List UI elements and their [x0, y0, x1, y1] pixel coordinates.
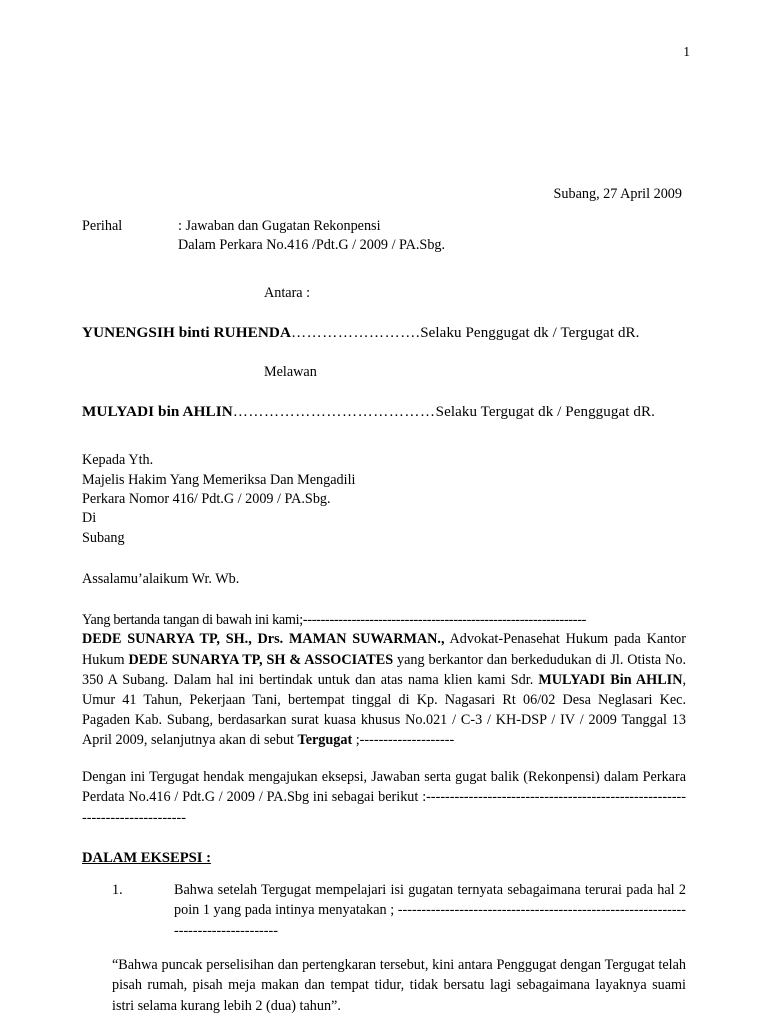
versus-label: Melawan	[264, 364, 317, 381]
subject-value: : Jawaban dan Gugatan Rekonpensi	[178, 218, 381, 234]
defendant-line	[82, 403, 686, 421]
addressee-block	[82, 451, 686, 548]
plaintiff-name: YUNENGSIH binti RUHENDA	[82, 324, 292, 342]
law-firm-name: DEDE SUNARYA TP, SH & ASSOCIATES	[128, 651, 394, 668]
addressee-line-4: Di	[82, 510, 97, 527]
document-body	[82, 186, 686, 1016]
subject-row	[82, 217, 686, 236]
law-firm-lawyers: DEDE SUNARYA TP, SH., Drs. MAMAN SUWARMAN.,	[82, 631, 445, 648]
page-number: 1	[683, 44, 690, 59]
body-p1-text-3: , Umur 41 Tahun, Pekerjaan Tani, bertempat tinggal di Kp. Nagasari Rt 06/02 Desa Neglasari Kec. Pagaden Kab. Subang, berdasarkan surat kuasa khusus No.021 / C-3 / KH-DSP / IV / 2009 Tanggal 13 April 2009, selanjutnya akan di sebut	[82, 671, 686, 749]
body-p1-text-2: yang berkantor dan berkedudukan di Jl. Otista No. 350 A Subang. Dalam hal ini bertindak untuk dan atas nama klien kami Sdr.	[82, 651, 686, 688]
defendant-term: Tergugat	[297, 732, 353, 749]
plaintiff-role: Selaku Penggugat dk / Tergugat dR.	[420, 325, 640, 342]
list-item-number: 1.	[112, 881, 123, 898]
intro-line: Yang bertanda tangan di bawah ini kami;----------------------------------------------------------------	[82, 611, 587, 628]
body-paragraph-2: Dengan ini Tergugat hendak mengajukan eksepsi, Jawaban serta gugat balik (Rekonpensi) dalam Perkara Perdata No.416 / Pdt.G / 2009 / PA.Sbg ini sebagai berikut :-----------------------------------------------------------------------------	[82, 769, 686, 826]
plaintiff-dots: …………………….	[291, 325, 421, 342]
defendant-role: Selaku Tergugat dk / Penggugat dR.	[435, 404, 655, 421]
list-item	[112, 880, 686, 942]
plaintiff-line	[82, 324, 686, 342]
addressee-line-5: Subang	[82, 529, 125, 546]
greeting: Assalamu’alaikum Wr. Wb.	[82, 570, 240, 587]
defendant-name: MULYADI bin AHLIN	[82, 403, 233, 421]
place-date: Subang, 27 April 2009	[553, 186, 682, 202]
defendant-dots: …………………………………	[232, 404, 436, 421]
list-item-text: Bahwa setelah Tergugat mempelajari isi gugatan ternyata sebagaimana terurai pada hal 2 poin 1 yang pada intinya menyatakan ; -----------------------------------------------------------------------------------	[174, 881, 686, 939]
addressee-line-1: Kepada Yth.	[82, 452, 154, 469]
body-p1-text-4: ;--------------------	[352, 732, 455, 749]
subject-label: Perihal	[82, 218, 123, 234]
addressee-line-2: Majelis Hakim Yang Memeriksa Dan Mengadili	[82, 471, 356, 488]
between-label: Antara :	[264, 285, 311, 302]
section-heading-eksepsi: DALAM EKSEPSI :	[82, 849, 211, 866]
client-name: MULYADI Bin AHLIN	[538, 671, 683, 688]
body-p1-text-1: Advokat-Penasehat Hukum pada Kantor Hukum	[82, 631, 686, 668]
addressee-line-3: Perkara Nomor 416/ Pdt.G / 2009 / PA.Sbg.	[82, 490, 331, 507]
body-paragraph-1	[82, 629, 686, 750]
quoted-text: “Bahwa puncak perselisihan dan pertengkaran tersebut, kini antara Penggugat dengan Tergugat telah pisah rumah, pisah meja makan dan tempat tidur, tidak bersatu lagi sebagaimana layaknya suami istri selama kurang lebih 2 (dua) tahun”.	[112, 956, 686, 1014]
subject-value-line2: Dalam Perkara No.416 /Pdt.G / 2009 / PA.Sbg.	[178, 237, 446, 254]
